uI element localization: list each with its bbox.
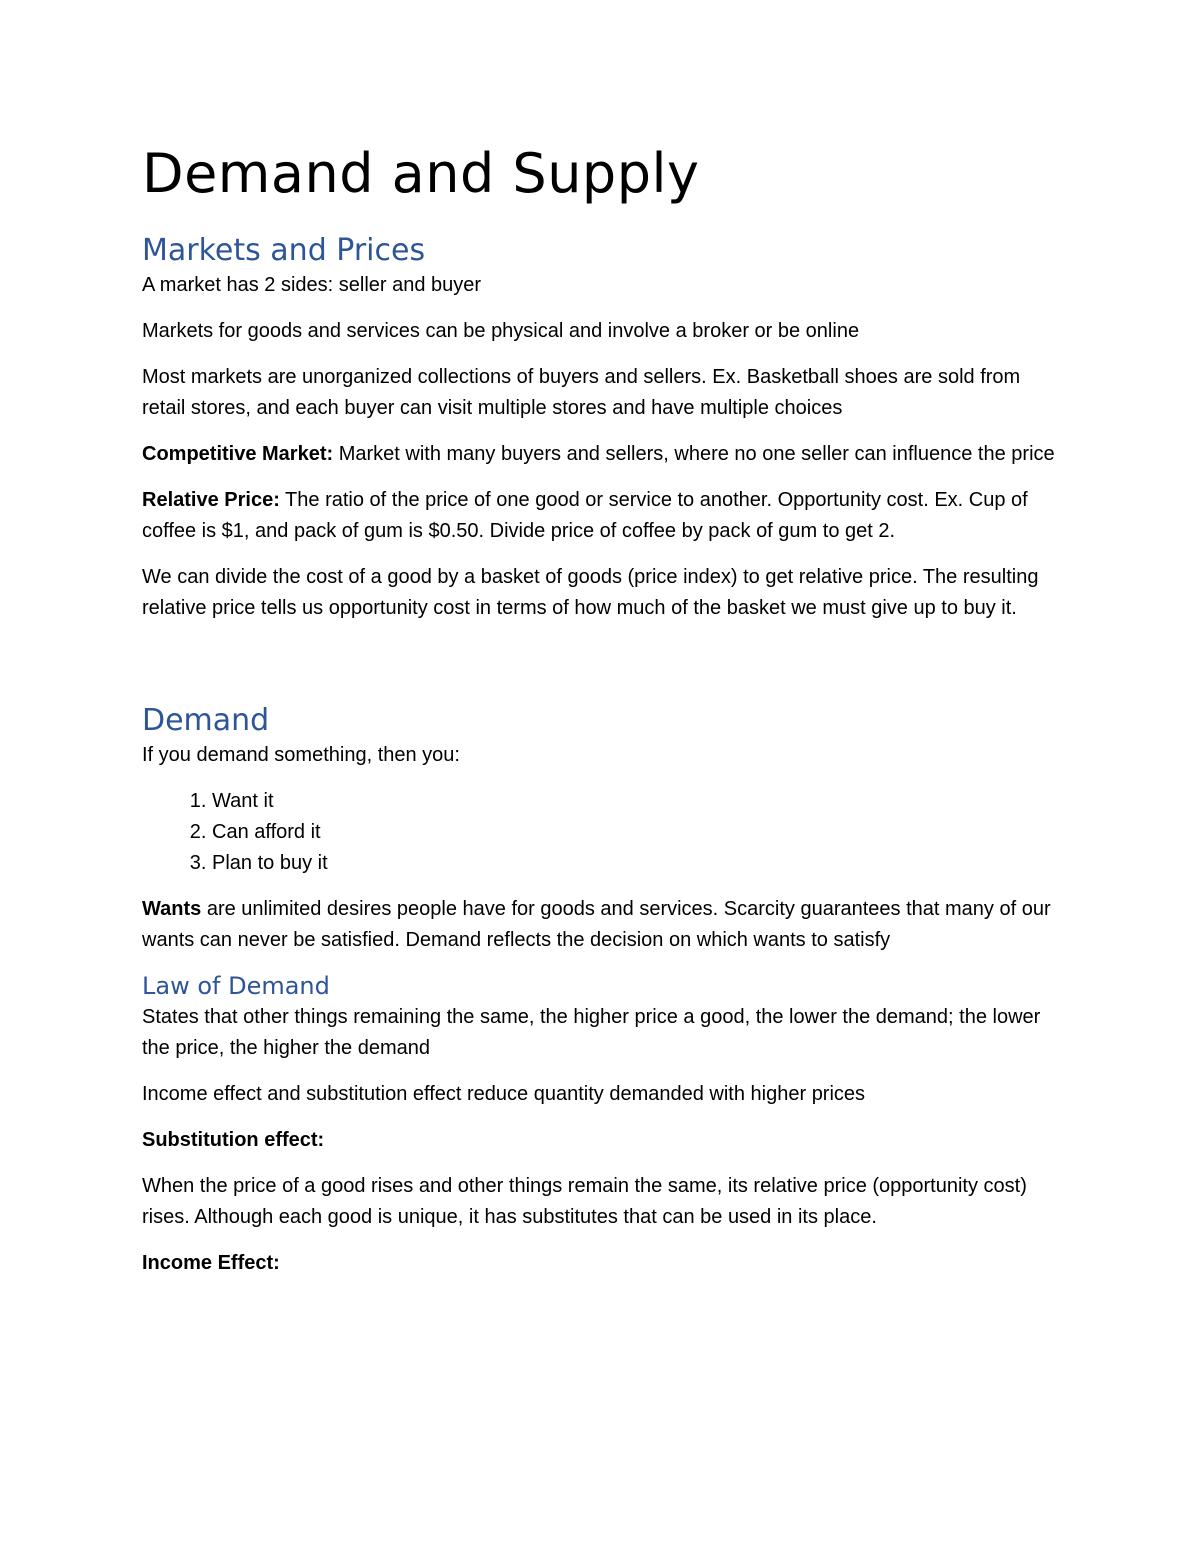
label-income-effect [142, 1248, 1060, 1279]
paragraph-relative-price [142, 485, 1060, 547]
paragraph-effects: Income effect and substitution effect reduce quantity demanded with higher prices [142, 1083, 866, 1105]
document-title: Demand and Supply [142, 142, 700, 205]
definition-competitive-market: Market with many buyers and sellers, where no one seller can influence the price [333, 443, 1055, 465]
term-substitution-effect: Substitution effect: [142, 1129, 325, 1151]
label-substitution-effect [142, 1125, 1060, 1156]
paragraph-price-index: We can divide the cost of a good by a basket of goods (price index) to get relative price. The resulting relative price tells us opportunity cost in terms of how much of the basket we must give up to buy it. [142, 566, 1039, 619]
paragraph-substitution-effect: When the price of a good rises and other things remain the same, its relative price (opportunity cost) rises. Although each good is unique, it has substitutes that can be used in its place. [142, 1175, 1027, 1228]
paragraph-law-of-demand: States that other things remaining the same, the higher price a good, the lower the demand; the lower the price, the higher the demand [142, 1006, 1041, 1059]
term-wants: Wants [142, 898, 202, 920]
list-item: 1. Want it [212, 786, 1060, 817]
definition-relative-price: The ratio of the price of one good or service to another. Opportunity cost. Ex. Cup of coffee is $1, and pack of gum is $0.50. Divide price of coffee by pack of gum to get 2. [142, 489, 1028, 542]
list-item: 3. Plan to buy it [212, 848, 1060, 879]
term-relative-price: Relative Price: [142, 489, 280, 511]
paragraph-market-types: Markets for goods and services can be physical and involve a broker or be online [142, 320, 860, 342]
heading-demand: Demand [142, 703, 270, 738]
paragraph-competitive-market [142, 439, 1060, 470]
term-competitive-market: Competitive Market: [142, 443, 334, 465]
term-income-effect: Income Effect: [142, 1252, 280, 1274]
paragraph-unorganized-markets: Most markets are unorganized collections of buyers and sellers. Ex. Basketball shoes are sold from retail stores, and each buyer can visit multiple stores and have multiple choices [142, 366, 1021, 419]
paragraph-wants [142, 894, 1060, 956]
paragraph-market-sides: A market has 2 sides: seller and buyer [142, 274, 482, 296]
list-item: 2. Can afford it [212, 817, 1060, 848]
demand-conditions-list [142, 786, 1060, 879]
heading-markets-and-prices: Markets and Prices [142, 233, 426, 268]
paragraph-demand-intro: If you demand something, then you: [142, 744, 460, 766]
definition-wants: are unlimited desires people have for goods and services. Scarcity guarantees that many of our wants can never be satisfied. Demand reflects the decision on which wants to satisfy [142, 898, 1051, 951]
heading-law-of-demand: Law of Demand [142, 972, 330, 1000]
